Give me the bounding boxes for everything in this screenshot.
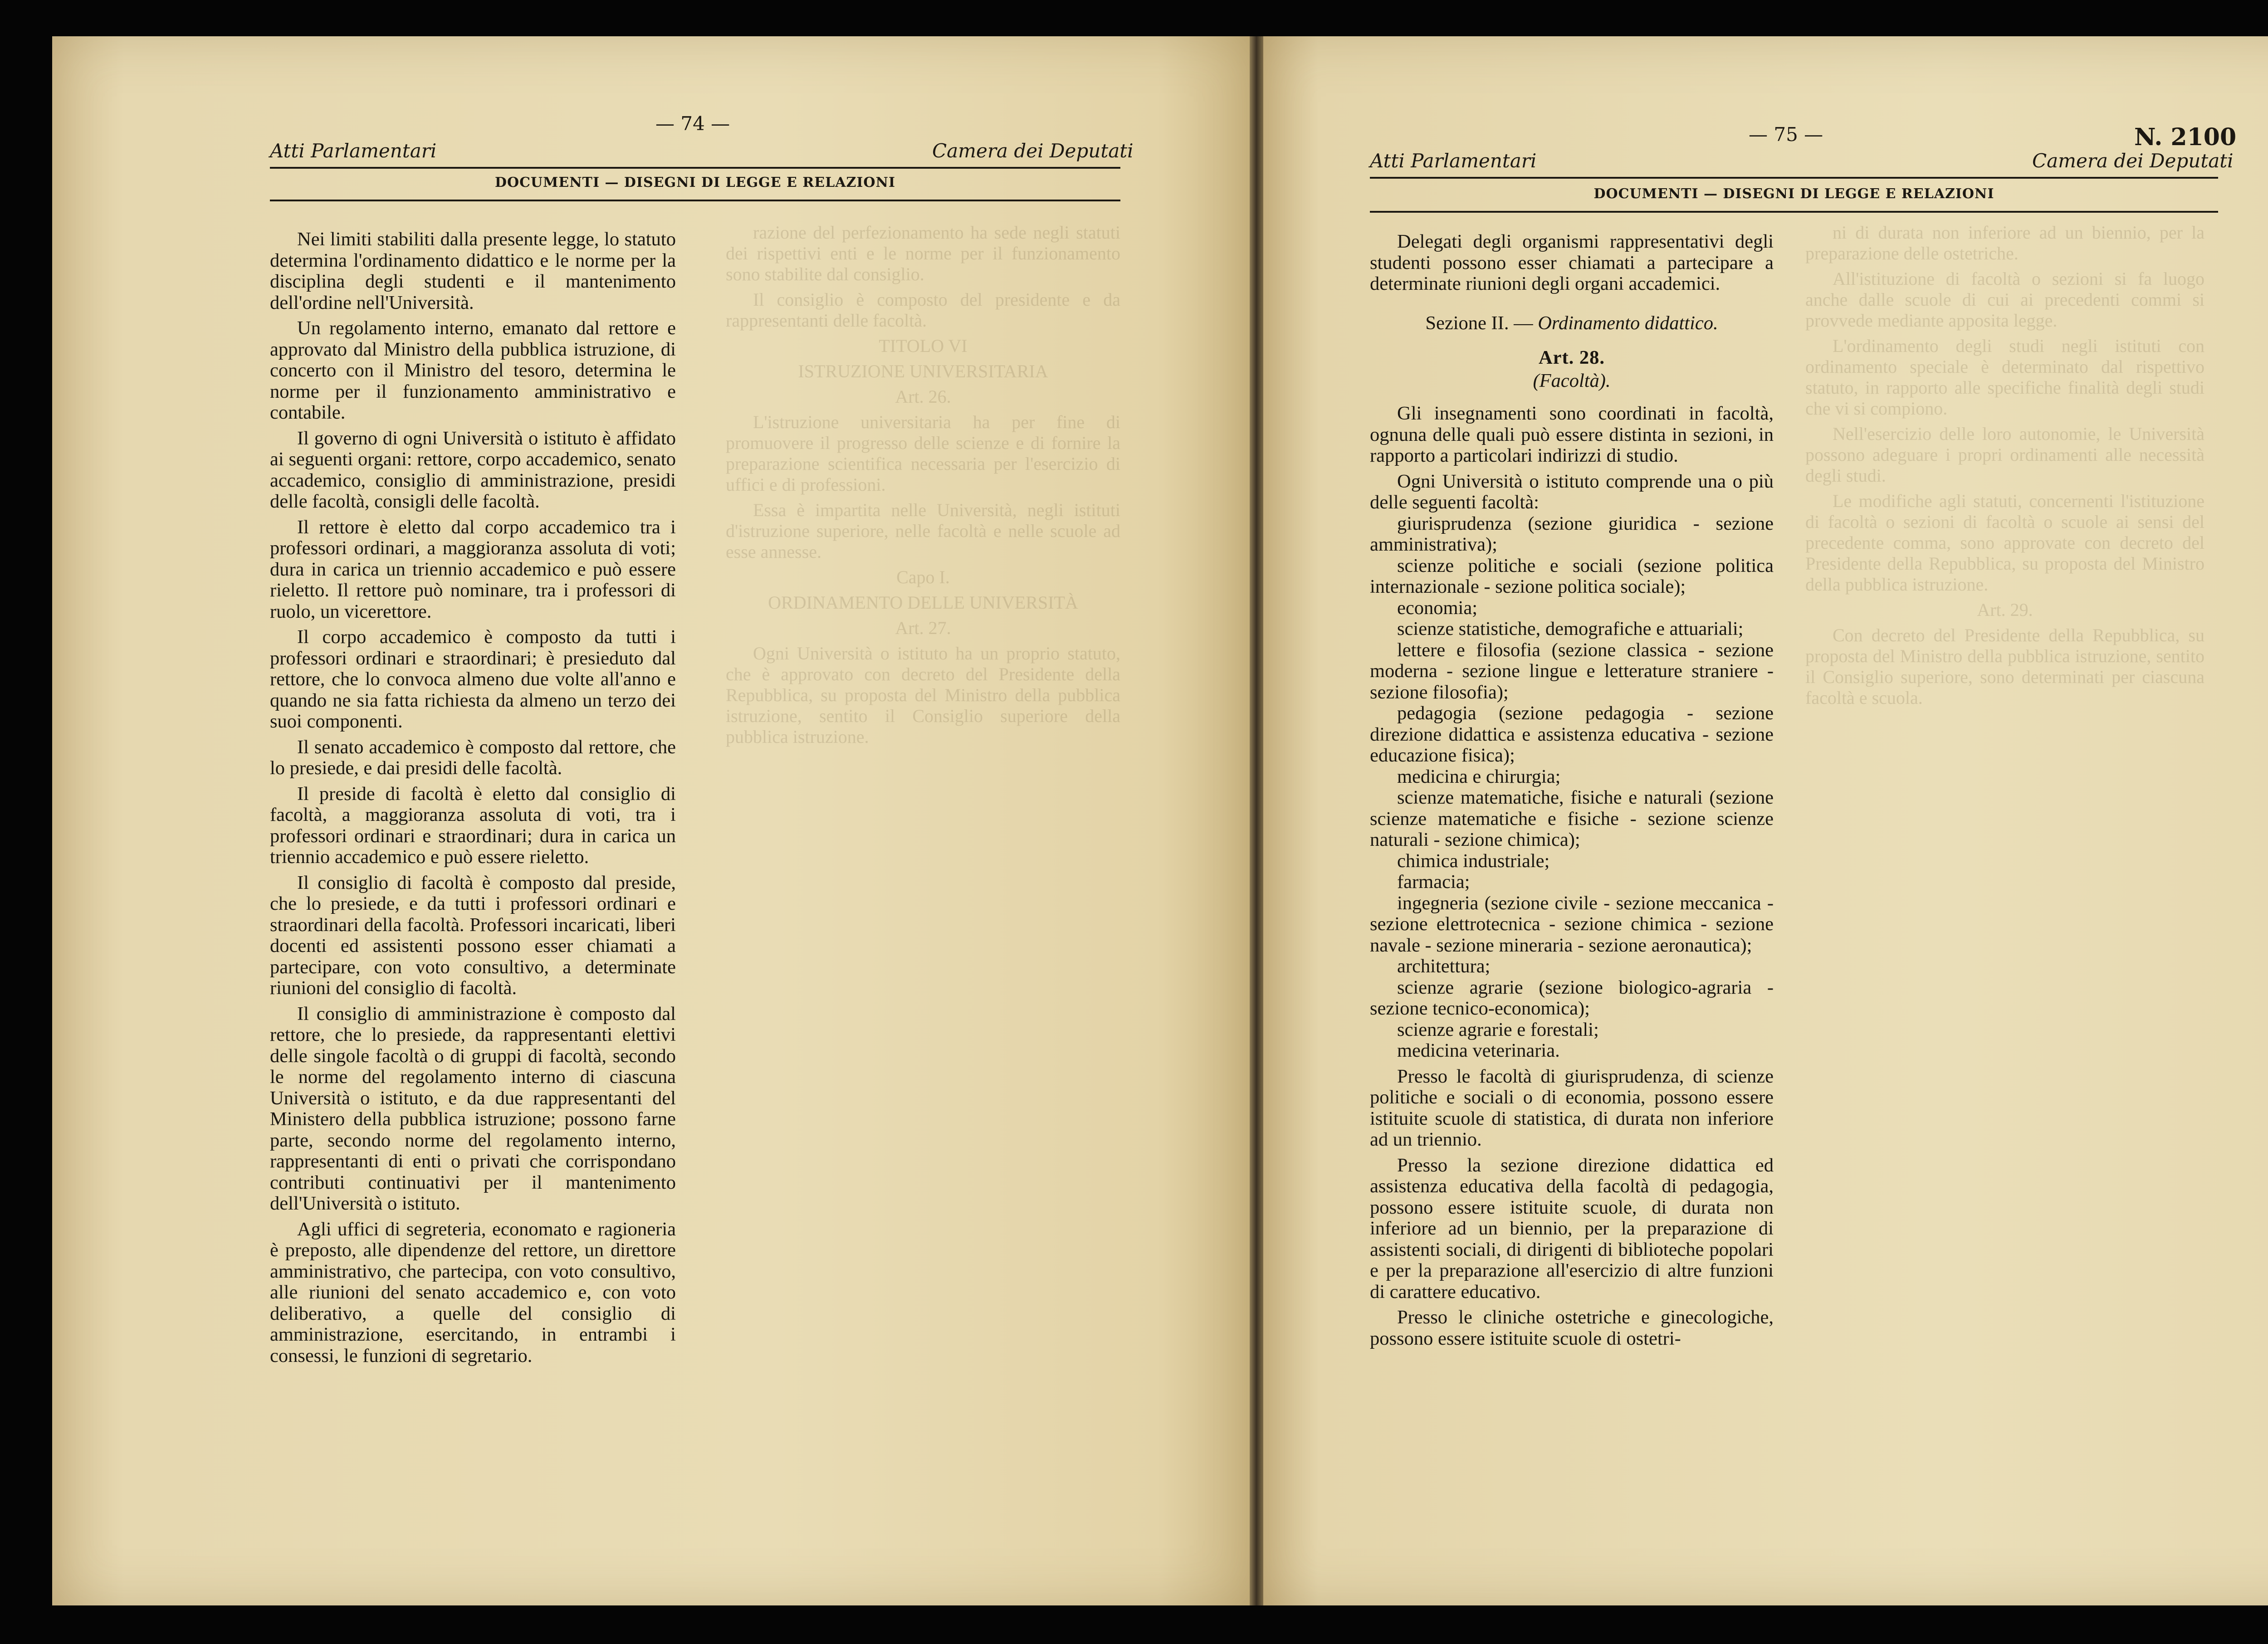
faculty-item: ingegneria (sezione civile - sezione meccanica - sezione elettrotecnica - sezione chimica - sezione navale - sezione mineraria - sezione aeronautica); <box>1370 892 1774 956</box>
faculty-item: economia; <box>1397 597 1478 619</box>
faculty-item: chimica industriale; <box>1397 850 1550 872</box>
header-rule-bottom-left <box>270 200 1120 201</box>
page-number-right: — 75 — <box>1749 123 1823 146</box>
header-rule-bottom-right <box>1370 211 2218 213</box>
faculty-item: scienze agrarie (sezione biologico-agraria - sezione tecnico-economica); <box>1370 976 1774 1019</box>
faculty-item: scienze agrarie e forestali; <box>1397 1019 1599 1040</box>
article-subtitle: (Facoltà). <box>1533 370 1611 391</box>
book-gutter <box>1250 36 1263 1605</box>
running-head-left: Atti Parlamentari <box>1370 150 1537 172</box>
faculty-item: scienze matematiche, fisiche e naturali (sezione scienze matematiche e fisiche - sezione scienze naturali - sezione chimica); <box>1370 787 1774 850</box>
paragraph: Un regolamento interno, emanato dal rettore e approvato dal Ministro della pubblica istruzione, di concerto con il Ministro del tesoro, determina le norme per il funzionamento amministrativo e contabile. <box>270 317 676 423</box>
paragraph: Il governo di ogni Università o istituto è affidato ai seguenti organi: rettore, corpo accademico, senato accademico, consiglio di amministrazione, presidi delle facoltà, consigli delle facoltà. <box>270 427 676 512</box>
paragraph: Gli insegnamenti sono coordinati in facoltà, ognuna delle quali può essere distinta in sezioni, in rapporto a particolari indirizzi di studio. <box>1370 403 1774 466</box>
left-column <box>270 229 676 1371</box>
running-head-left: Atti Parlamentari <box>270 140 437 162</box>
faculty-item: architettura; <box>1397 956 1491 977</box>
paragraph: Nei limiti stabiliti dalla presente legge, lo statuto determina l'ordinamento didattico e le norme per la disciplina degli studenti e il mantenimento dell'ordine nell'Università. <box>270 229 676 313</box>
section-heading <box>1370 313 1774 334</box>
faculty-item: farmacia; <box>1397 871 1470 893</box>
section-line-left: DOCUMENTI — DISEGNI DI LEGGE E RELAZIONI <box>494 175 896 190</box>
faculty-item: medicina veterinaria. <box>1397 1040 1560 1061</box>
faculty-item: medicina e chirurgia; <box>1397 766 1561 787</box>
paragraph: Il corpo accademico è composto da tutti i professori ordinari e straordinari; è presieduto dal rettore, che lo convoca almeno due volte all'anno e quando ne sia fatta richiesta da almeno un terzo dei suoi componenti. <box>270 626 676 732</box>
paragraph: Agli uffici di segreteria, economato e ragioneria è preposto, alle dipendenze del rettore, un direttore amministrativo, che partecipa, con voto consultivo, alle riunioni del senato accademico e, con voto deliberativo, a quelle del consiglio di amministrazione, esercitando, in entrambi i consessi, le funzioni di segretario. <box>270 1218 676 1366</box>
faculty-item: pedagogia (sezione pedagogia - sezione direzione didattica e assistenza educativa - sezione educazione fisica); <box>1370 702 1774 766</box>
faculty-item: giurisprudenza (sezione giuridica - sezione amministrativa); <box>1370 512 1774 555</box>
right-column <box>1370 231 1774 1354</box>
paragraph: Presso le facoltà di giurisprudenza, di scienze politiche e sociali o di economia, possono essere istituite scuole di statistica, di durata non inferiore ad un triennio. <box>1370 1065 1774 1150</box>
paragraph: Il preside di facoltà è eletto dal consiglio di facoltà, a maggioranza assoluta di voti, tra i professori ordinari e straordinari; dura in carica un triennio accademico e può essere rieletto. <box>270 783 676 868</box>
paragraph: Il rettore è eletto dal corpo accademico tra i professori ordinari, a maggioranza assoluta di voti; dura in carica un triennio accademico e può essere rieletto. Il rettore può nominare, tra i professori di ruolo, un vicerettore. <box>270 516 676 622</box>
header-rule-top-right <box>1370 177 2218 179</box>
document-number: N. 2100 <box>2134 123 2237 151</box>
faculty-item: scienze statistiche, demografiche e attuariali; <box>1397 618 1744 639</box>
section-title: Ordinamento didattico. <box>1538 312 1718 334</box>
bleed-through-text-right: ni di durata non inferiore ad un biennio, per la preparazione delle ostetriche. All'istituzione di facoltà o sezioni si fa luogo anche dalle scuole di cui ai precedenti commi si provvede mediante apposita legge. L'ordinamento degli studi negli istituti con ordinamento speciale è determinato dal rispettivo statuto, in rapporto alle specifiche finalità degli studi che vi si compiono. Nell'esercizio delle loro autonomie, le Università possono adeguare i propri ordinamenti alle necessità degli studi. Le modifiche agli statuti, concernenti l'istituzione di facoltà o sezioni di facoltà o scuole ai sensi del precedente comma, sono approvate con decreto del Presidente della Repubblica, su proposta del Ministro della pubblica istruzione. Art. 29. Con decreto del Presidente della Repubblica, su proposta del Ministro della pubblica istruzione, sentito il Consiglio superiore, sono determinati per ciascuna facoltà e scuola. <box>1805 222 2204 708</box>
paragraph: Ogni Università o istituto comprende una o più delle seguenti facoltà: <box>1370 470 1774 513</box>
section-prefix: Sezione II. — <box>1425 312 1533 334</box>
paragraph: Presso le cliniche ostetriche e ginecologiche, possono essere istituite scuole di ostetri- <box>1370 1307 1774 1349</box>
running-head-right: Camera dei Deputati <box>932 140 1134 162</box>
article-heading: Art. 28. <box>1538 347 1605 368</box>
page-number-left: — 74 — <box>655 112 730 135</box>
faculty-item: lettere e filosofia (sezione classica - sezione moderna - sezione lingue e letterature straniere - sezione filosofia); <box>1370 639 1774 703</box>
paragraph: Presso la sezione direzione didattica ed assistenza educativa della facoltà di pedagogia, possono essere istituite scuole, di durata non inferiore ad un biennio, per la preparazione di assistenti sociali, di dirigenti di biblioteche popolari e per la preparazione all'esercizio di altre funzioni di carattere educativo. <box>1370 1154 1774 1303</box>
bleed-through-text-left: razione del perfezionamento ha sede negli statuti dei rispettivi enti e le norme per il funzionamento sono stabilite dal consiglio. Il consiglio è composto del presidente e da rappresentanti delle facoltà. TITOLO VI ISTRUZIONE UNIVERSITARIA Art. 26. L'istruzione universitaria ha per fine di promuovere il progresso delle scienze e di fornire la preparazione scientifica necessaria per l'esercizio di uffici e di professioni. Essa è impartita nelle Università, negli istituti d'istruzione superiore, nelle facoltà e nelle scuole ad esse annesse. Capo I. ORDINAMENTO DELLE UNIVERSITÀ Art. 27. Ogni Università o istituto ha un proprio statuto, che è approvato con decreto del Presidente della Repubblica, su proposta del Ministro della pubblica istruzione, sentito il Consiglio superiore della pubblica istruzione. <box>726 222 1120 747</box>
section-line-right: DOCUMENTI — DISEGNI DI LEGGE E RELAZIONI <box>1593 186 1994 202</box>
paragraph: Il senato accademico è composto dal rettore, che lo presiede, e dai presidi delle facoltà. <box>270 736 676 779</box>
faculty-item: scienze politiche e sociali (sezione politica internazionale - sezione politica sociale); <box>1370 555 1774 597</box>
paragraph: Delegati degli organismi rappresentativi degli studenti possono esser chiamati a partecipare a determinate riunioni degli organi accademici. <box>1370 231 1774 294</box>
paragraph: Il consiglio di facoltà è composto dal preside, che lo presiede, e da tutti i professori ordinari e straordinari della facoltà. Professori incaricati, liberi docenti ed assistenti possono esser chiamati a partecipare, con voto consultivo, a determinate riunioni del consiglio di facoltà. <box>270 872 676 999</box>
paragraph: Il consiglio di amministrazione è composto dal rettore, che lo presiede, da rappresentanti elettivi delle singole facoltà o di gruppi di facoltà, secondo le norme del regolamento interno di ciascuna Università o istituto, e da due rappresentanti del Ministero della pubblica istruzione; possono farne parte, secondo norme del regolamento interno, rappresentanti di enti o privati che corrispondano contributi continuativi per il mantenimento dell'Università o istituto. <box>270 1003 676 1214</box>
running-head-right: Camera dei Deputati <box>2032 150 2234 172</box>
header-rule-top-left <box>270 167 1120 169</box>
